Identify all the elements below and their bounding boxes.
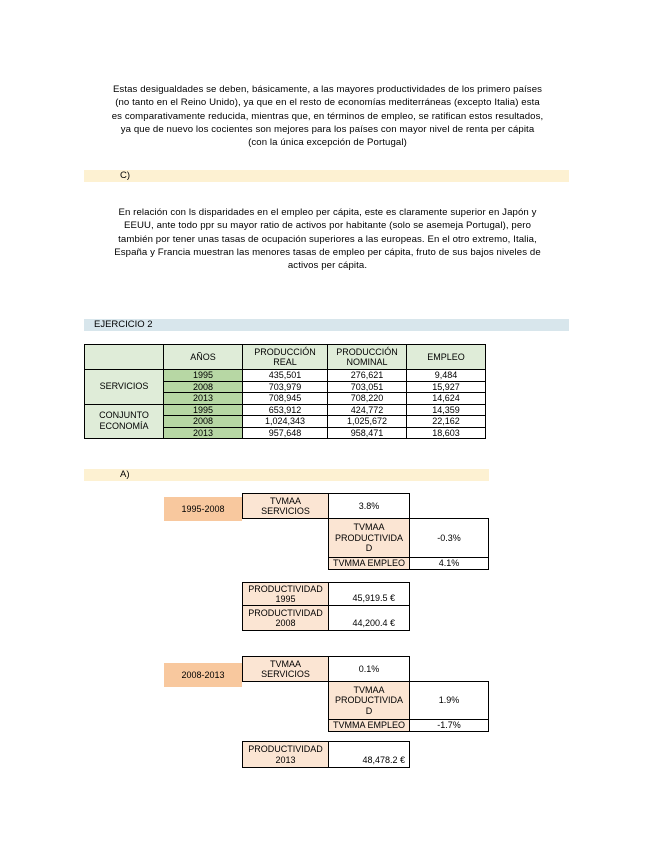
productivity-2008-line1: PRODUCTIVIDAD — [248, 607, 323, 618]
paragraph-2-line: activos per cápita. — [287, 260, 368, 272]
cell-employment: 14,359 — [407, 404, 486, 416]
tvmaa-productivity-label-2 — [328, 681, 410, 720]
cell-nominal: 708,220 — [328, 393, 407, 405]
table-row — [85, 370, 486, 382]
period-label-2008-2013: 2008-2013 — [164, 663, 242, 687]
productivity-1995-label — [242, 582, 329, 606]
cell-year: 2008 — [164, 381, 243, 393]
cell-employment: 15,927 — [407, 381, 486, 393]
paragraph-2 — [70, 206, 585, 272]
productivity-2008-value — [328, 605, 410, 631]
tvmaa-productivity-label — [328, 518, 410, 558]
tvmaa-productivity-value: -0.3% — [409, 518, 489, 558]
productivity-1995-line1: PRODUCTIVIDAD — [248, 583, 323, 594]
cell-year: 2013 — [164, 393, 243, 405]
tvmma-employment-value: 4.1% — [409, 557, 489, 570]
tvmaa-productivity-line2: PRODUCTIVIDA — [334, 695, 403, 706]
cell-real: 708,945 — [243, 393, 328, 405]
cell-year: 1995 — [164, 370, 243, 382]
productivity-2008-line2: 2008 — [275, 618, 296, 628]
tvmma-employment-label: TVMMA EMPLEO — [328, 557, 410, 570]
cell-nominal: 276,621 — [328, 370, 407, 382]
tvmaa-services-label — [242, 493, 329, 519]
paragraph-2-line: España y Francia muestran las menores tasas de empleo per cápita, fruto de sus bajos niveles de — [114, 246, 541, 258]
header-years: AÑOS — [164, 345, 243, 370]
header-nominal-line1: PRODUCCIÓN — [336, 346, 398, 357]
cell-real: 957,648 — [243, 427, 328, 439]
group-economy — [85, 404, 164, 439]
cell-nominal: 424,772 — [328, 404, 407, 416]
header-real-line2: REAL — [273, 357, 297, 367]
productivity-2008-amount: 44,200.4 € — [352, 618, 395, 628]
paragraph-1-line: Estas desigualdades se deben, básicamente, a las mayores productividades de los primero países — [112, 84, 543, 95]
exercise-band — [84, 319, 569, 331]
period-label-1995-2008: 1995-2008 — [164, 497, 242, 521]
cell-real: 1,024,343 — [243, 416, 328, 428]
tvmaa-productivity-line3: D — [365, 543, 373, 554]
cell-employment: 14,624 — [407, 393, 486, 405]
paragraph-1-line: (con la única excepción de Portugal) — [248, 137, 407, 149]
paragraph-1-line: ya que de nuevo los cocientes son mejores para los países con mayor nivel de renta per cápita — [120, 123, 535, 135]
tvmaa-productivity-value-2: 1.9% — [409, 681, 489, 720]
section-a-label: A) — [120, 469, 130, 480]
cell-employment: 22,162 — [407, 416, 486, 428]
productivity-2013-line2: 2013 — [275, 754, 296, 765]
paragraph-1-line: (no tanto en el Reino Unido), ya que en el resto de economías mediterráneas (excepto Italia) esta — [115, 97, 540, 109]
header-employment: EMPLEO — [407, 345, 486, 370]
cell-real: 435,501 — [243, 370, 328, 382]
cell-nominal: 703,051 — [328, 381, 407, 393]
paragraph-1-line: es comparativamente reducida, mientras que, en términos de empleo, se ratifican estos resultados, — [111, 110, 544, 122]
paragraph-2-line: EEUU, ante todo ppr su mayor ratio de activos por habitante (solo se asemeja Portugal), pero — [123, 220, 532, 232]
table-header-row — [85, 345, 486, 370]
productivity-2013-label — [242, 741, 329, 768]
tvmma-employment-value-2: -1.7% — [409, 719, 489, 732]
cell-nominal: 958,471 — [328, 427, 407, 439]
paragraph-2-line: también por tener unas tasas de ocupación superiores a las europeas. En el otro extremo, Italia, — [118, 233, 537, 245]
tvmaa-productivity-line2: PRODUCTIVIDA — [334, 532, 403, 543]
section-c-label: C) — [120, 170, 131, 181]
tvmma-employment-label-2: TVMMA EMPLEO — [328, 719, 410, 732]
tvmaa-services-line1: TVMAA — [269, 495, 301, 506]
header-real-production — [243, 345, 328, 370]
section-a-band — [84, 469, 489, 481]
tvmaa-services-value: 3.8% — [328, 493, 410, 519]
tvmaa-productivity-line3: D — [365, 705, 373, 716]
exercise-label: EJERCICIO 2 — [94, 319, 153, 330]
data-table — [84, 344, 486, 439]
paragraph-1 — [70, 83, 585, 149]
cell-nominal: 1,025,672 — [328, 416, 407, 428]
paragraph-2-line: En relación con ls disparidades en el empleo per cápita, este es claramente superior en Japón y — [118, 207, 537, 218]
tvmaa-productivity-line1: TVMAA — [353, 522, 385, 533]
group-services: SERVICIOS — [85, 370, 164, 405]
cell-year: 2008 — [164, 416, 243, 428]
cell-employment: 9,484 — [407, 370, 486, 382]
productivity-1995-value — [328, 582, 410, 606]
header-real-line1: PRODUCCIÓN — [254, 346, 316, 357]
cell-employment: 18,603 — [407, 427, 486, 439]
productivity-2013-amount: 48,478.2 € — [362, 755, 405, 765]
tvmaa-productivity-line1: TVMAA — [353, 684, 385, 695]
productivity-2013-value — [328, 741, 410, 768]
header-nominal-production — [328, 345, 407, 370]
group-economy-line2: ECONOMÍA — [99, 421, 149, 432]
cell-real: 653,912 — [243, 404, 328, 416]
productivity-1995-amount: 45,919.5 € — [352, 593, 395, 603]
cell-real: 703,979 — [243, 381, 328, 393]
cell-year: 1995 — [164, 404, 243, 416]
productivity-2008-label — [242, 605, 329, 631]
section-c-band — [84, 170, 569, 182]
tvmaa-services-line2: SERVICIOS — [261, 669, 310, 679]
tvmaa-services-value-2: 0.1% — [328, 656, 410, 682]
header-nominal-line2: NOMINAL — [346, 357, 388, 367]
table-row — [85, 404, 486, 416]
tvmaa-services-line1: TVMAA — [269, 658, 301, 669]
cell-year: 2013 — [164, 427, 243, 439]
productivity-1995-line2: 1995 — [275, 594, 296, 604]
tvmaa-services-line2: SERVICIOS — [261, 506, 310, 516]
table-corner-cell — [85, 345, 164, 370]
group-economy-line1: CONJUNTO — [99, 410, 149, 421]
tvmaa-services-label-2 — [242, 656, 329, 682]
productivity-2013-line1: PRODUCTIVIDAD — [248, 744, 323, 754]
